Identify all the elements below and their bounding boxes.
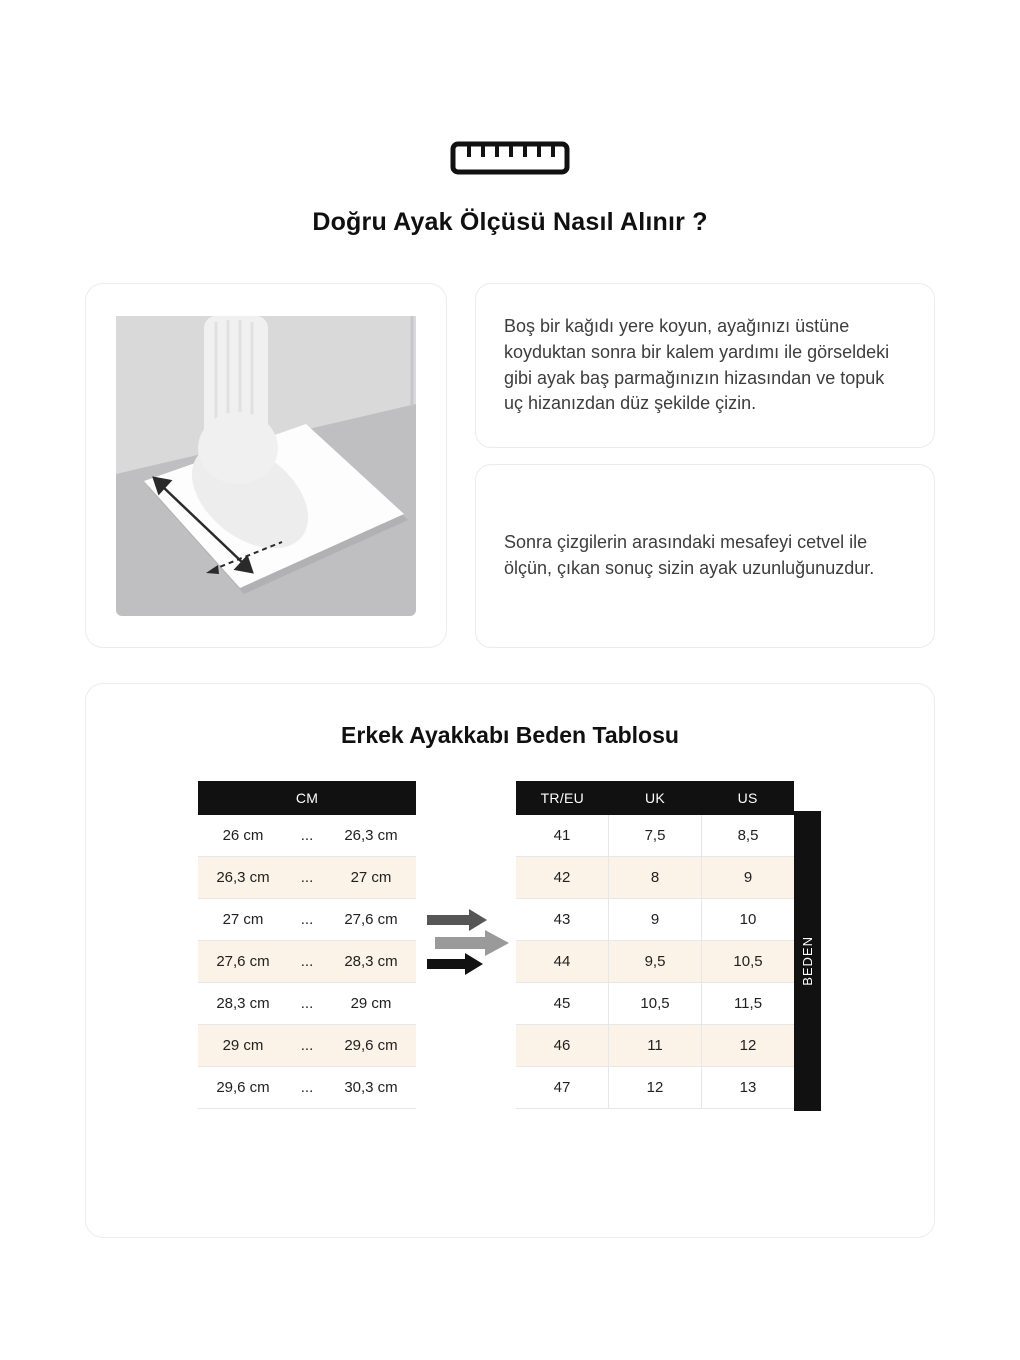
size-table-title: Erkek Ayakkabı Beden Tablosu [341, 722, 679, 748]
size-table-row [516, 899, 794, 941]
cm-from: 27 cm [222, 911, 264, 928]
cm-table [198, 781, 416, 1109]
size-uk: 9 [608, 899, 701, 940]
ruler-icon [85, 0, 935, 176]
cm-to: 29,6 cm [344, 1037, 398, 1054]
instruction-step-2 [475, 464, 935, 648]
cm-range-dots: ... [300, 1079, 314, 1096]
size-tr-eu: 46 [553, 1037, 571, 1054]
size-us: 9 [701, 857, 794, 898]
cm-from: 29 cm [222, 1037, 264, 1054]
cm-to: 27,6 cm [344, 911, 398, 928]
cm-to: 27 cm [350, 869, 392, 886]
cm-table-row [198, 1025, 416, 1067]
size-us: 10 [701, 899, 794, 940]
size-tr-eu: 47 [553, 1079, 571, 1096]
size-us: 12 [701, 1025, 794, 1066]
cm-range-dots: ... [300, 1037, 314, 1054]
instruction-steps [475, 283, 935, 648]
cm-table-row [198, 941, 416, 983]
instruction-step-1-text: Boş bir kağıdı yere koyun, ayağınızı üstüne koyduktan sonra bir kalem yardımı ile görseldeki gibi ayak baş parmağınızın hizasından ve topuk uç hizanızdan düz şekilde çizin. [504, 316, 890, 414]
cm-from: 27,6 cm [216, 953, 270, 970]
size-table-row [516, 815, 794, 857]
size-tr-eu: 41 [553, 827, 571, 844]
cm-range-dots: ... [300, 995, 314, 1012]
size-tr-eu: 43 [553, 911, 571, 928]
size-tr-eu: 45 [553, 995, 571, 1012]
size-table-row [516, 941, 794, 983]
instruction-step-1 [475, 283, 935, 448]
cm-from: 29,6 cm [216, 1079, 270, 1096]
cm-to: 29 cm [350, 995, 392, 1012]
size-conversion-table [516, 781, 794, 1109]
size-us: 11,5 [701, 983, 794, 1024]
size-table-card [85, 683, 935, 1238]
size-uk: 9,5 [608, 941, 701, 982]
cm-table-body [198, 815, 416, 1109]
instruction-step-2-text: Sonra çizgilerin arasındaki mesafeyi cetvel ile ölçün, çıkan sonuç sizin ayak uzunluğunuzdur. [504, 532, 875, 578]
size-uk: 11 [608, 1025, 701, 1066]
cm-range-dots: ... [300, 953, 314, 970]
size-tables [86, 781, 934, 1111]
size-uk: 8 [608, 857, 701, 898]
size-us: 13 [701, 1067, 794, 1108]
size-us: 8,5 [701, 815, 794, 856]
size-us: 10,5 [701, 941, 794, 982]
cm-to: 26,3 cm [344, 827, 398, 844]
cm-table-header: CM [198, 781, 416, 815]
size-uk: 10,5 [608, 983, 701, 1024]
cm-range-dots: ... [300, 911, 314, 928]
size-table-row [516, 1025, 794, 1067]
size-uk: 7,5 [608, 815, 701, 856]
size-table-header [516, 781, 794, 815]
header-uk: UK [644, 790, 666, 806]
cm-table-row [198, 983, 416, 1025]
size-table-body [516, 815, 794, 1109]
cm-range-dots: ... [300, 869, 314, 886]
cm-from: 26 cm [222, 827, 264, 844]
size-table-row [516, 983, 794, 1025]
cm-from: 26,3 cm [216, 869, 270, 886]
size-table-row [516, 1067, 794, 1109]
instructions-section [85, 283, 935, 648]
size-tr-eu: 42 [553, 869, 571, 886]
beden-label-text: BEDEN [800, 936, 815, 986]
beden-vertical-label [794, 811, 821, 1111]
conversion-arrows-icon [416, 907, 516, 977]
page-title: Doğru Ayak Ölçüsü Nasıl Alınır ? [312, 208, 708, 236]
size-tr-eu: 44 [553, 953, 571, 970]
cm-table-row [198, 857, 416, 899]
cm-table-row [198, 815, 416, 857]
cm-from: 28,3 cm [216, 995, 270, 1012]
foot-measurement-photo [115, 316, 417, 616]
cm-to: 30,3 cm [344, 1079, 398, 1096]
foot-photo-card [85, 283, 447, 648]
cm-range-dots: ... [300, 827, 314, 844]
header-us: US [737, 790, 758, 806]
cm-to: 28,3 cm [344, 953, 398, 970]
header-tr-eu: TR/EU [540, 790, 585, 806]
cm-table-row [198, 1067, 416, 1109]
size-uk: 12 [608, 1067, 701, 1108]
size-table-row [516, 857, 794, 899]
cm-table-row [198, 899, 416, 941]
